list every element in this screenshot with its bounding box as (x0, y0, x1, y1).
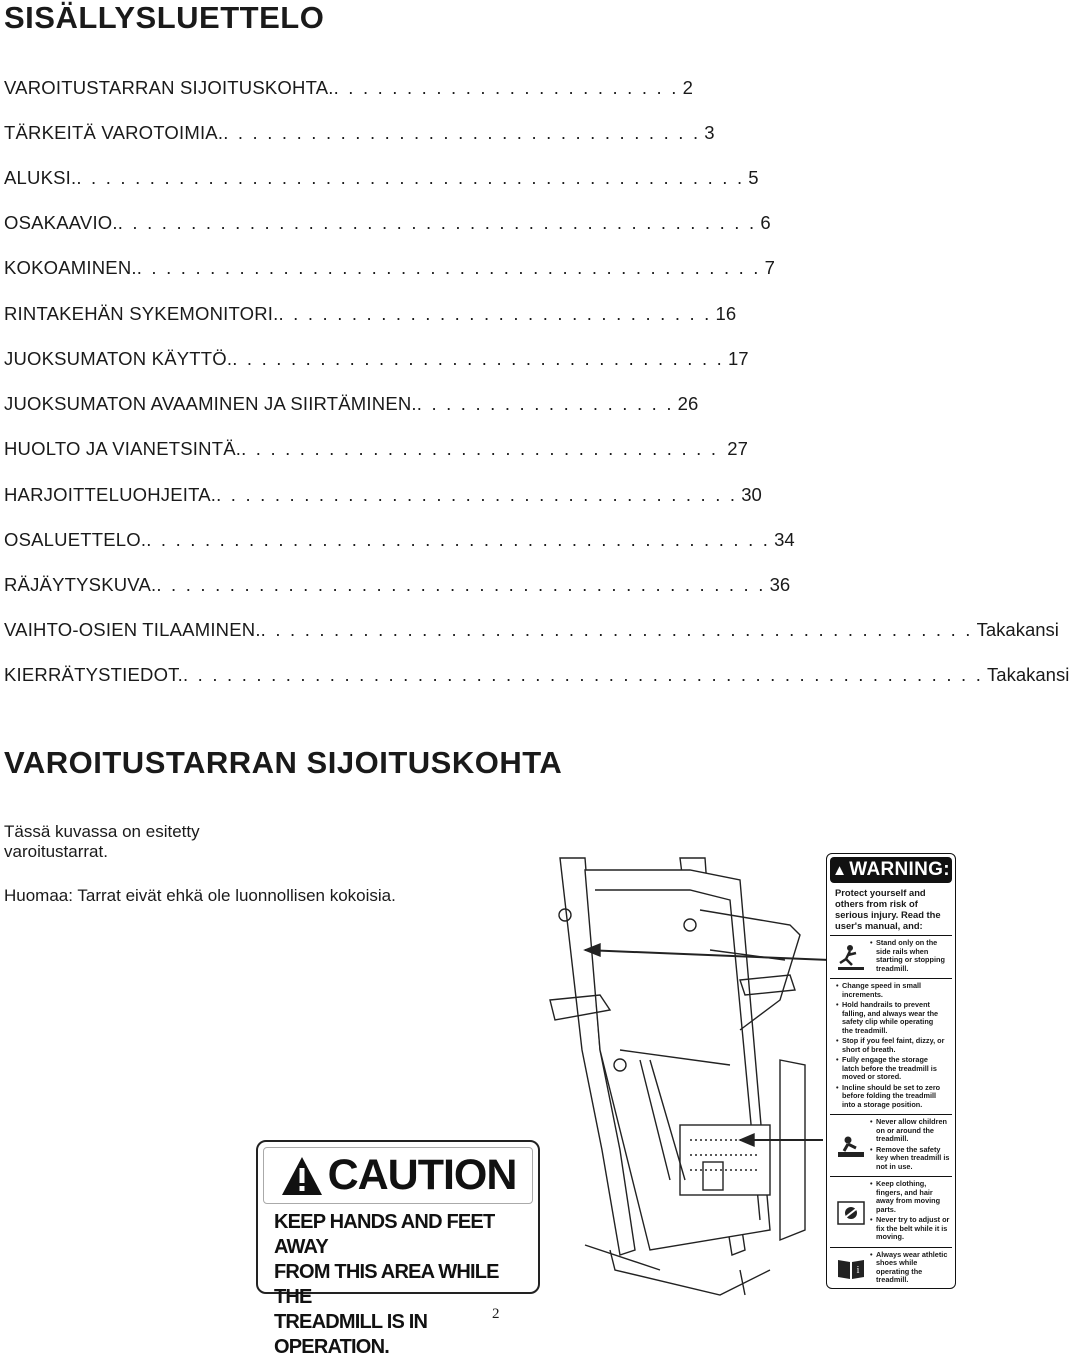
toc-leader-dots: . . . . . . . . . . . . . . . . . . . . . . . . . . . . . . . . . (223, 122, 701, 143)
toc-page-number: 6 (760, 212, 771, 233)
toc-entry (4, 254, 775, 282)
warning-intro: Protect yourself and others from risk of serious injury. Read the user's manual, and: (835, 887, 941, 931)
toc-leader-dots: . . . . . . . . . . . . . . . . . . . . . . . . . . . . . . . . . . . . . . . . . . . . . . . . . . . . . . . (182, 664, 984, 685)
toc-page-number: Takakansi (976, 619, 1059, 640)
toc-entry (4, 300, 736, 328)
toc-entry (4, 526, 795, 554)
toc-page-number: 17 (728, 348, 749, 369)
toc-page-number: 26 (677, 393, 699, 414)
toc-page-number: 36 (769, 574, 791, 595)
toc-page-number: 30 (741, 484, 762, 505)
toc-entry-label: JUOKSUMATON KÄYTTÖ. (4, 348, 233, 369)
section-intro: Tässä kuvassa on esitetty varoitustarrat. (4, 822, 200, 861)
toc-entry-label: TÄRKEITÄ VAROTOIMIA. (4, 122, 224, 143)
toc-entry-label: OSALUETTELO. (4, 529, 147, 550)
caution-line: FROM THIS AREA WHILE THE (274, 1261, 499, 1308)
toc-entry (4, 571, 790, 599)
warning-text: • Change speed in small increments. (836, 982, 946, 999)
toc-entry-label: JUOKSUMATON AVAAMINEN JA SIIRTÄMINEN. (4, 393, 417, 414)
toc-page-number: 2 (682, 77, 693, 98)
toc-leader-dots: . . . . . . . . . . . . . . . . . . . . . . . . . . . . . . . . . . . . (216, 484, 738, 505)
caution-text (274, 1210, 534, 1360)
toc-leader-dots: . . . . . . . . . . . . . . . . . . . . . . . . . . . . . . . . . . . . . . . . . . . (136, 257, 761, 278)
warning-text: • Stand only on the side rails when starting or stopping treadmill. (870, 939, 950, 973)
toc-page-number: 16 (715, 303, 737, 324)
toc-entry-label: RÄJÄYTYSKUVA. (4, 574, 157, 595)
caution-label (256, 1140, 540, 1358)
toc-entry (4, 119, 715, 147)
warning-section (830, 978, 952, 1114)
warning-heading (830, 857, 952, 883)
warning-text: • Keep clothing, fingers, and hair away from moving parts. (870, 1180, 950, 1214)
toc-entry (4, 661, 1069, 689)
toc-entry (4, 481, 762, 509)
toc-title: SISÄLLYSLUETTELO (4, 0, 325, 35)
toc-entry (4, 616, 1059, 644)
toc-leader-dots: . . . . . . . . . . . . . . . . . . . . . . . . . . . . . . . . . . . . . . . . . . . (146, 529, 771, 550)
toc-entry-label: HARJOITTELUOHJEITA. (4, 484, 217, 505)
section-note: Huomaa: Tarrat eivät ehkä ole luonnollisen kokoisia. (4, 886, 396, 905)
toc-leader-dots: . . . . . . . . . . . . . . . . . . (416, 393, 674, 414)
section-title: VAROITUSTARRAN SIJOITUSKOHTA (4, 745, 563, 780)
toc-page-number: 3 (704, 122, 715, 143)
warning-text: • Always wear athletic shoes while operating the treadmill. (870, 1251, 950, 1285)
treadmill-illustration (540, 850, 830, 1310)
caution-line: KEEP HANDS AND FEET AWAY (274, 1211, 495, 1258)
toc-leader-dots: . . . . . . . . . . . . . . . . . . . . . . . . . . . . . . . . . . (232, 348, 725, 369)
toc-entry-label: KOKOAMINEN. (4, 257, 137, 278)
toc-leader-dots: . . . . . . . . . . . . . . . . . . . . . . . . . . . . . . (278, 303, 712, 324)
toc-page-number: 27 (722, 438, 748, 459)
warning-text: • Remove the safety key when treadmill is not in use. (870, 1146, 950, 1172)
toc-entry (4, 164, 759, 192)
warning-text: • Stop if you feel faint, dizzy, or short of breath. (836, 1037, 946, 1054)
toc-page-number: 34 (774, 529, 795, 550)
toc-entry (4, 74, 693, 102)
toc-entry-label: VAROITUSTARRAN SIJOITUSKOHTA. (4, 77, 334, 98)
toc-leader-dots: . . . . . . . . . . . . . . . . . . . . . . . . . . . . . . . . . . . . . . . . . . (156, 574, 766, 595)
caution-heading (263, 1147, 533, 1204)
svg-text:i: i (856, 1264, 860, 1276)
caution-title: CAUTION (327, 1151, 517, 1199)
toc-entry-label: KIERRÄTYSTIEDOT. (4, 664, 183, 685)
warning-section (830, 1114, 952, 1176)
toc-page-number: 7 (764, 257, 775, 278)
warning-label (826, 853, 956, 1289)
warning-heading-text: WARNING: (849, 859, 950, 880)
entanglement-hazard-icon (832, 1180, 870, 1244)
read-manual-icon (832, 1251, 870, 1287)
toc-entry-label: VAIHTO-OSIEN TILAAMINEN. (4, 619, 261, 640)
toc-leader-dots: . . . . . . . . . . . . . . . . . . . . . . . . . . . . . . . . . . . . . . . . . . . . . . (76, 167, 745, 188)
fall-hazard-icon (832, 939, 870, 975)
toc-entry-label: OSAKAAVIO. (4, 212, 118, 233)
warning-text: • Fully engage the storage latch before the treadmill is moved or stored. (836, 1056, 946, 1082)
toc-page-number: 5 (748, 167, 759, 188)
toc-leader-dots: . . . . . . . . . . . . . . . . . . . . . . . . . . . . . . . . . (241, 438, 719, 459)
warning-text: • Incline should be set to zero before folding the treadmill into a storage position. (836, 1084, 946, 1110)
warning-text: • Never try to adjust or fix the belt while it is moving. (870, 1216, 950, 1242)
warning-text: • Hold handrails to prevent falling, and always wear the safety clip while operating the treadmill. (836, 1001, 946, 1035)
caution-line: TREADMILL IS IN OPERATION. (274, 1311, 428, 1358)
toc-entry-label: RINTAKEHÄN SYKEMONITORI. (4, 303, 279, 324)
toc-entry (4, 209, 771, 237)
warning-text: • Never allow children on or around the treadmill. (870, 1118, 950, 1144)
warning-section (830, 1247, 952, 1290)
child-hazard-icon (832, 1118, 870, 1173)
toc-entry-label: ALUKSI. (4, 167, 77, 188)
toc-entry (4, 390, 698, 418)
warning-section (830, 935, 952, 978)
caution-triangle-icon (280, 1155, 324, 1197)
toc-entry (4, 345, 749, 373)
warning-section (830, 1176, 952, 1247)
page-number: 2 (492, 1306, 500, 1322)
warning-triangle-icon: ▲ (832, 862, 848, 879)
toc-leader-dots: . . . . . . . . . . . . . . . . . . . . . . . . . . . . . . . . . . . . . . . . . . . . . . . . . (260, 619, 973, 640)
toc-entry-label: HUOLTO JA VIANETSINTÄ. (4, 438, 242, 459)
toc-leader-dots: . . . . . . . . . . . . . . . . . . . . . . . . . . . . . . . . . . . . . . . . . . . . (117, 212, 757, 233)
toc-leader-dots: . . . . . . . . . . . . . . . . . . . . . . . . (333, 77, 679, 98)
toc-entry (4, 435, 748, 463)
toc-page-number: Takakansi (987, 664, 1069, 685)
